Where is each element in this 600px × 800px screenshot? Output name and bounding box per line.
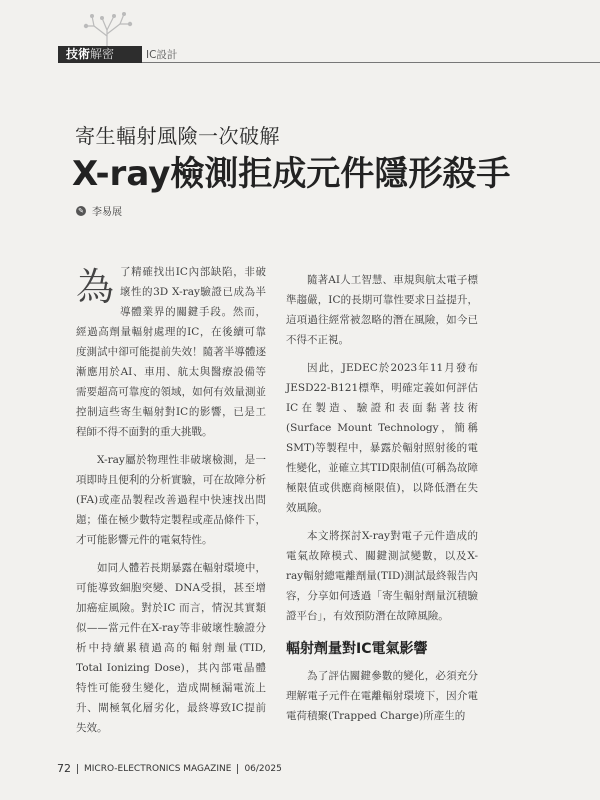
issue-date: 06/2025: [244, 763, 282, 774]
footer-divider: [237, 764, 238, 774]
footer-divider: [77, 764, 78, 774]
section-tag-light: 解密: [90, 47, 115, 61]
section-tag-bold: 技術: [66, 47, 91, 61]
paragraph: 隨著AI人工智慧、車規與航太電子標準趨嚴，IC的長期可靠性要求日益提升，這項過往經常被忽略的潛在風險，如今已不得不正視。: [286, 274, 478, 346]
section-heading: 輻射劑量對IC電氣影響: [286, 641, 428, 657]
paragraph-text: 了精確找出IC內部缺陷，非破壞性的3D X-ray驗證已成為半導體業界的關鍵手段。然而，經過高劑量輻射處理的IC，在後續可靠度測試中卻可能提前失效！隨著半導體逐漸應用於AI、車用、航太與醫療設備等需要超高可靠度的領域，如何有效量測並控制這些寄生輻射對IC的影響，已是工程師不得不面對的重大挑戰。: [76, 266, 266, 438]
page-footer: [57, 762, 282, 775]
paragraph: 因此，JEDEC於2023年11月發布JESD22-B121標準，明確定義如何評估IC在製造、驗證和表面黏著技術(Surface Mount Technology，簡稱SMT)等製程中，暴露於輻射照射後的電性變化，並確立其TID限制值(可稱為故障極限值或供應商極限值)，以降低潛在失效風險。: [286, 362, 478, 514]
circuit-tree-icon: [72, 8, 142, 50]
paragraph: 本文將探討X-ray對電子元件造成的電氣故障模式、關鍵測試變數，以及X-ray輻射總電離劑量(TID)測試最終報告內容，分享如何透過「寄生輻射劑量沉積驗證平台」，有效預防潛在故障風險。: [286, 530, 478, 622]
author-icon: ✎: [76, 206, 86, 216]
drop-cap: 為: [76, 265, 115, 309]
paragraph: 為了評估關鍵參數的變化，必須充分理解電子元件在電離輻射環境下，因介電電荷積聚(Trapped Charge)所產生的: [286, 670, 478, 722]
author-name: 李易展: [92, 207, 122, 218]
right-column: [286, 270, 478, 734]
left-column: [76, 262, 266, 746]
paragraph: 如同人體若長期暴露在輻射環境中，可能導致細胞突變、DNA受損，甚至增加癌症風險。對於IC 而言，情況其實類似——當元件在X-ray等非破壞性驗證分析中持續累積過高的輻射劑量(TID, Total Ionizing Dose)，其內部電晶體特性可能發生變化，造成閘極漏電流上升、閘極氧化層劣化，最終導致IC提前失效。: [76, 562, 266, 734]
section-tag: [58, 46, 142, 63]
magazine-name: MICRO-ELECTRONICS MAGAZINE: [84, 763, 232, 774]
section-label: IC設計: [146, 49, 178, 61]
article-title: X-ray檢測拒成元件隱形殺手: [72, 154, 511, 194]
page-number: 72: [57, 762, 71, 775]
paragraph: [76, 262, 266, 442]
paragraph: X-ray屬於物理性非破壞檢測，是一項即時且便利的分析實驗，可在故障分析(FA)或產品製程改善過程中快速找出問題；僅在極少數特定製程或產品條件下，才可能影響元件的電氣特性。: [76, 454, 266, 546]
author-line: [76, 203, 122, 218]
article-subtitle: 寄生輻射風險一次破解: [75, 124, 280, 148]
